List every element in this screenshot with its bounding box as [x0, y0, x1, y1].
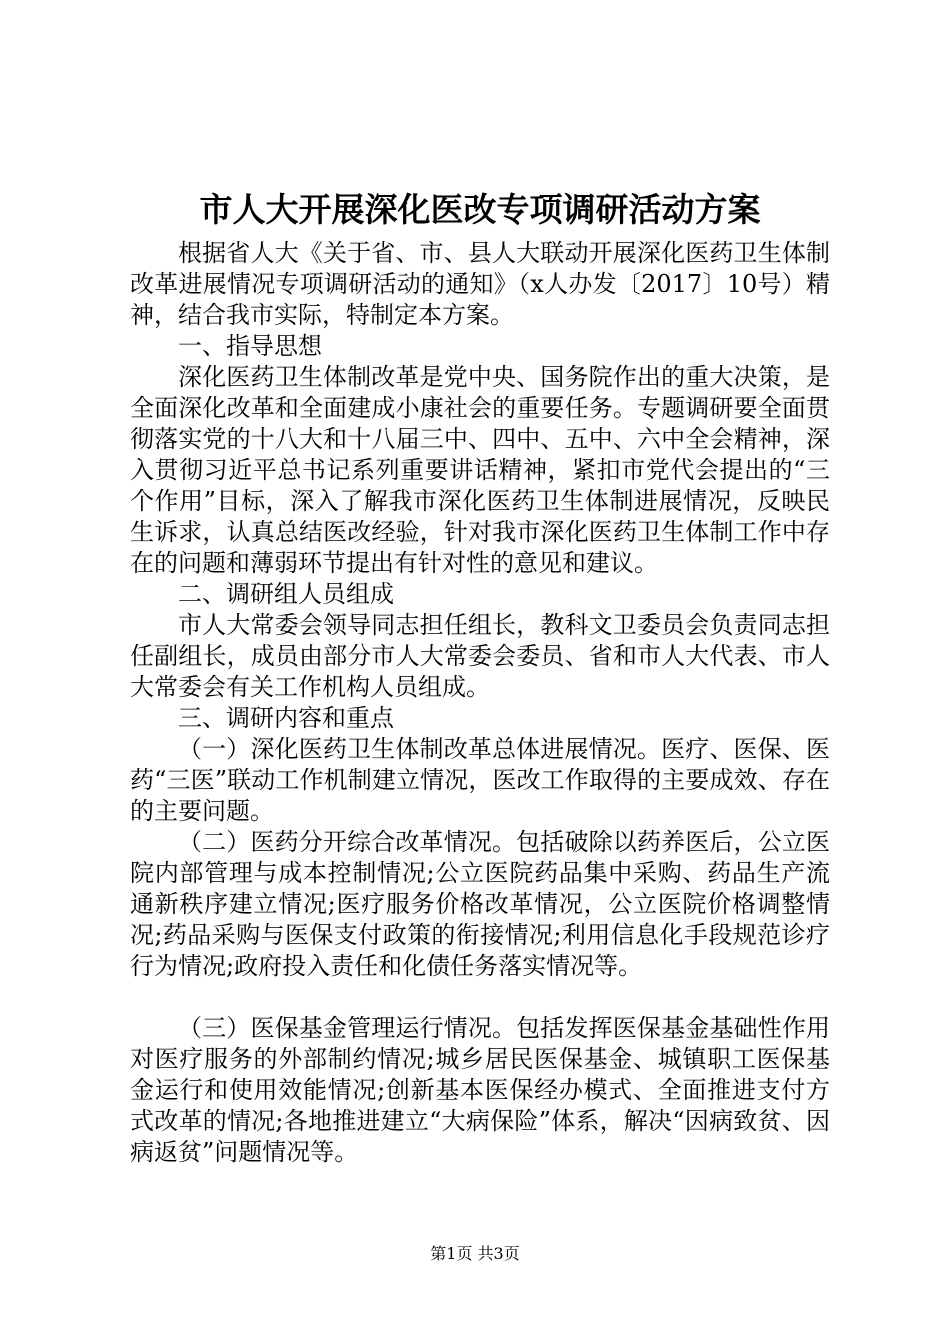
research-item-1: （一）深化医药卫生体制改革总体进展情况。医疗、医保、医药“三医”联动工作机制建立情况，医改工作取得的主要成效、存在的主要问题。 [130, 735, 830, 825]
research-item-3: （三）医保基金管理运行情况。包括发挥医保基金基础性作用对医疗服务的外部制约情况;城乡居民医保基金、城镇职工医保基金运行和使用效能情况;创新基本医保经办模式、全面推进支付方式改革的情况;各地推进建立“大病保险”体系，解决“因病致贫、因病返贫”问题情况等。 [130, 1014, 830, 1166]
section-heading-team-composition: 二、调研组人员组成 [178, 580, 394, 608]
document-title: 市人大开展深化医改专项调研活动方案 [199, 190, 761, 229]
intro-paragraph: 根据省人大《关于省、市、县人大联动开展深化医药卫生体制改革进展情况专项调研活动的通知》（x人办发〔2017〕10号）精神，结合我市实际，特制定本方案。 [130, 239, 830, 329]
paragraph-spacer [130, 982, 830, 1013]
research-item-2: （二）医药分开综合改革情况。包括破除以药养医后，公立医院内部管理与成本控制情况;公立医院药品集中采购、药品生产流通新秩序建立情况;医疗服务价格改革情况，公立医院价格调整情况;药品采购与医保支付政策的衔接情况;利用信息化手段规范诊疗行为情况;政府投入责任和化债任务落实情况等。 [130, 828, 830, 980]
document-page [130, 182, 830, 1168]
page-number: 第1页 共3页 [430, 1244, 520, 1263]
section-heading-guiding-ideology: 一、指导思想 [178, 332, 322, 360]
guiding-ideology-paragraph: 深化医药卫生体制改革是党中央、国务院作出的重大决策，是全面深化改革和全面建成小康社会的重要任务。专题调研要全面贯彻落实党的十八大和十八届三中、四中、五中、六中全会精神，深入贯彻习近平总书记系列重要讲话精神，紧扣市党代会提出的“三个作用”目标，深入了解我市深化医药卫生体制进展情况，反映民生诉求，认真总结医改经验，针对我市深化医药卫生体制工作中存在的问题和薄弱环节提出有针对性的意见和建议。 [130, 363, 830, 577]
team-composition-paragraph: 市人大常委会领导同志担任组长，教科文卫委员会负责同志担任副组长，成员由部分市人大常委会委员、省和市人大代表、市人大常委会有关工作机构人员组成。 [130, 611, 830, 701]
section-heading-research-content: 三、调研内容和重点 [178, 704, 394, 732]
